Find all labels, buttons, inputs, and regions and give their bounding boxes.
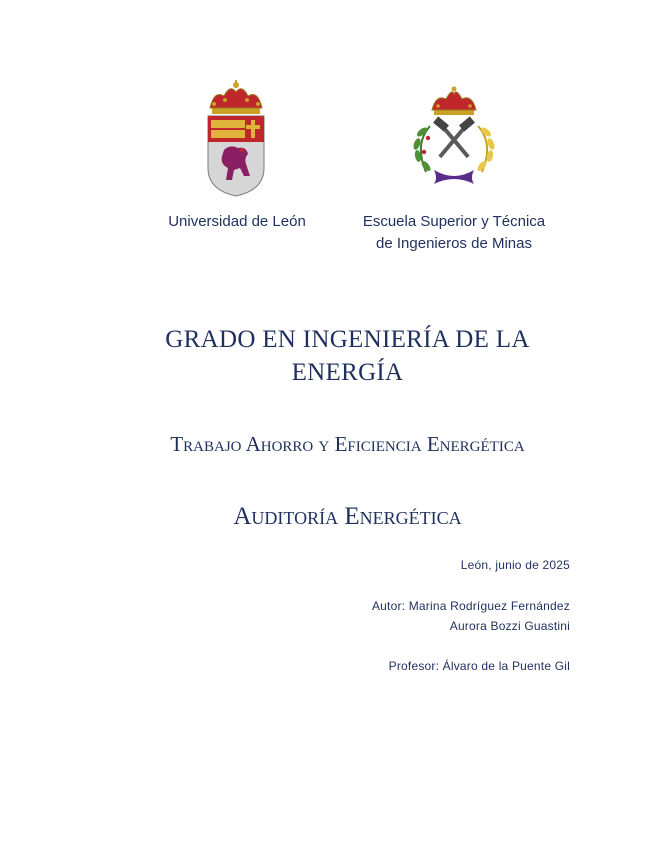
university-name [150,211,324,233]
authors [250,596,570,636]
school-name-line2: de Ingenieros de Minas [376,235,532,252]
mining-school-emblem-icon [400,86,508,192]
author-line-2: Aurora Bozzi Guastini [449,619,570,633]
author-line-1: Autor: Marina Rodríguez Fernández [371,599,570,613]
degree-title-line1: GRADO EN INGENIERÍA DE LA [165,326,530,353]
professor [250,656,570,676]
school-name-line1: Escuela Superior y Técnica [362,213,546,230]
document-title: Auditoría Energética [233,503,462,530]
subject-title: Trabajo Ahorro y Eficiencia Energética [170,432,525,456]
place-date-text: León, junio de 2025 [460,558,570,572]
university-name-text: Universidad de León [168,213,306,230]
degree-title [120,323,575,389]
university-coat-of-arms-icon [200,80,272,198]
school-name [344,211,564,255]
degree-title-line2: ENERGÍA [291,359,404,386]
place-date [250,555,570,575]
professor-text: Profesor: Álvaro de la Puente Gil [388,659,570,673]
